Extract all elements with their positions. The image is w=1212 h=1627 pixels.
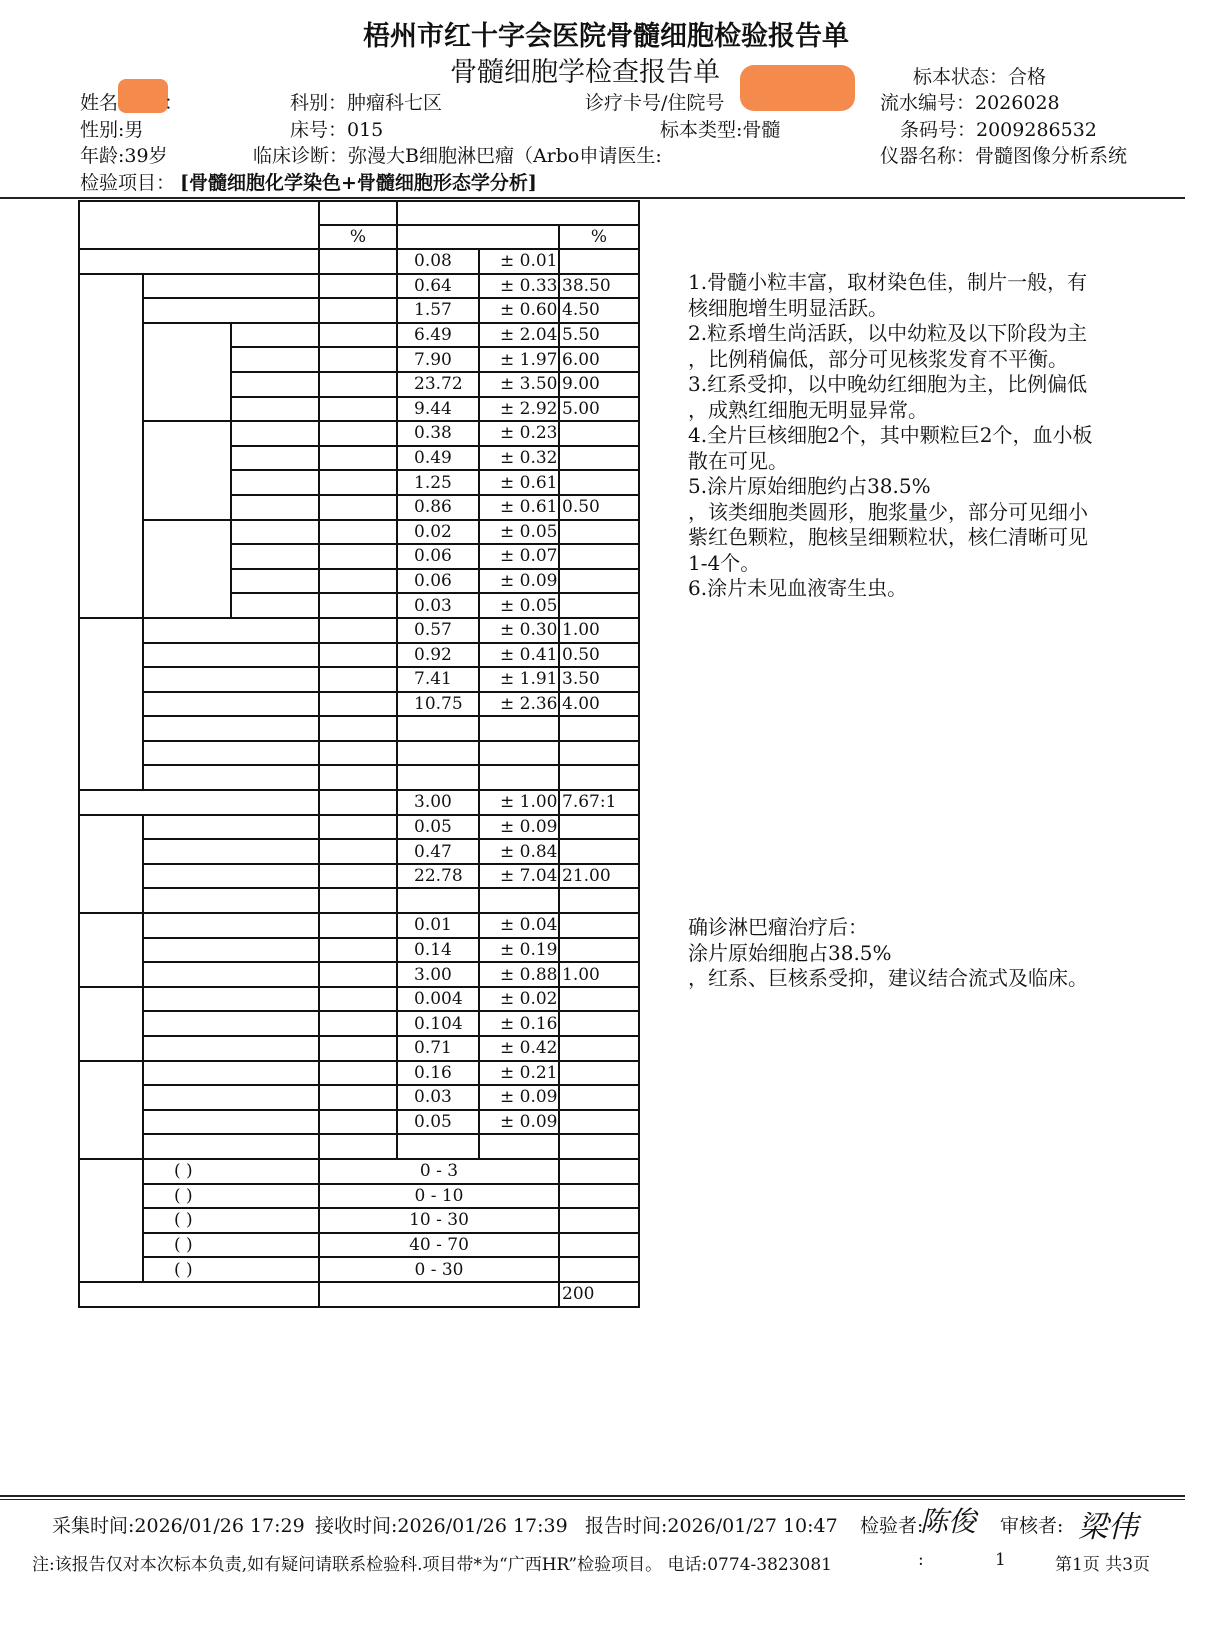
- bed-number: 床号：015: [290, 119, 384, 141]
- total-count: 200: [559, 1282, 639, 1307]
- sd-cell: ± 1.00: [479, 790, 559, 815]
- value-cell: [559, 1011, 639, 1036]
- value-cell: [559, 446, 639, 471]
- receive-time: 接收时间:2026/01/26 17:39: [315, 1515, 568, 1537]
- table-row: [79, 1110, 639, 1135]
- hospital-title: 梧州市红十字会医院骨髓细胞检验报告单: [363, 21, 849, 52]
- range-value: 0 - 30: [319, 1257, 559, 1282]
- range-row: [79, 1257, 639, 1282]
- mean-cell: 0.49: [397, 446, 479, 471]
- range-group-cell: [79, 1159, 143, 1282]
- table-label-cell: [231, 569, 319, 594]
- sd-cell: ± 0.09: [479, 569, 559, 594]
- sd-cell: ± 0.05: [479, 520, 559, 545]
- table-label-cell: [231, 520, 319, 545]
- table-label-cell: [143, 987, 319, 1012]
- table-label-cell: [143, 1036, 319, 1061]
- value-cell: [559, 569, 639, 594]
- percent-cell: [319, 667, 397, 692]
- table-label-cell: [231, 593, 319, 618]
- percent-cell: [319, 716, 397, 741]
- value-cell: [559, 913, 639, 938]
- percent-cell: [319, 913, 397, 938]
- range-row: [79, 1208, 639, 1233]
- table-label-cell: [143, 692, 319, 717]
- header-blank-cell: [79, 201, 319, 249]
- sd-cell: ± 2.04: [479, 323, 559, 348]
- sd-cell: ± 2.92: [479, 397, 559, 422]
- table-label-cell: [79, 913, 143, 987]
- range-label: ( ): [143, 1233, 319, 1258]
- percent-cell: [319, 1011, 397, 1036]
- range-empty-cell: [559, 1184, 639, 1209]
- table-row: [79, 1085, 639, 1110]
- range-empty-cell: [559, 1257, 639, 1282]
- report-title: 骨髓细胞学检查报告单: [450, 57, 720, 88]
- mean-cell: 9.44: [397, 397, 479, 422]
- sd-cell: ± 3.50: [479, 372, 559, 397]
- sd-cell: ± 0.05: [479, 593, 559, 618]
- table-row: [79, 421, 639, 446]
- table-label-cell: [143, 741, 319, 766]
- percent-cell: [319, 495, 397, 520]
- mean-cell: 0.57: [397, 618, 479, 643]
- table-label-cell: [79, 274, 143, 618]
- redacted-card-number: [740, 65, 855, 111]
- value-cell: [559, 1110, 639, 1135]
- report-time: 报告时间:2026/01/27 10:47: [585, 1515, 838, 1537]
- range-label: ( ): [143, 1159, 319, 1184]
- test-items: [骨髓细胞化学染色+骨髓细胞形态学分析]: [180, 172, 537, 194]
- percent-cell: [319, 987, 397, 1012]
- mean-cell: 3.00: [397, 790, 479, 815]
- sd-cell: ± 0.23: [479, 421, 559, 446]
- sd-cell: ± 0.41: [479, 643, 559, 668]
- collect-time: 采集时间:2026/01/26 17:29: [52, 1515, 305, 1537]
- mean-cell: 0.47: [397, 839, 479, 864]
- mean-cell: 0.64: [397, 274, 479, 299]
- page-indicator: 第1页 共3页: [1055, 1555, 1151, 1575]
- percent-cell: [319, 520, 397, 545]
- percent-cell: [319, 888, 397, 913]
- mean-cell: 0.86: [397, 495, 479, 520]
- value-cell: 6.00: [559, 347, 639, 372]
- range-value: 0 - 3: [319, 1159, 559, 1184]
- table-row: [79, 1011, 639, 1036]
- percent-cell: [319, 1036, 397, 1061]
- table-row: [79, 298, 639, 323]
- sd-cell: ± 0.60: [479, 298, 559, 323]
- sd-cell: ± 1.91: [479, 667, 559, 692]
- cell-count-table: [78, 200, 640, 1308]
- value-cell: 5.00: [559, 397, 639, 422]
- percent-cell: [319, 298, 397, 323]
- table-row: [79, 667, 639, 692]
- total-label-cell: [79, 1282, 319, 1307]
- sd-cell: [479, 888, 559, 913]
- table-label-cell: [143, 520, 231, 618]
- total-blank-cell: [319, 1282, 559, 1307]
- sd-cell: [479, 741, 559, 766]
- value-cell: 5.50: [559, 323, 639, 348]
- mean-cell: 7.41: [397, 667, 479, 692]
- sd-cell: ± 0.88: [479, 962, 559, 987]
- footer-one: 1: [995, 1550, 1006, 1570]
- table-label-cell: [231, 495, 319, 520]
- percent-cell: [319, 741, 397, 766]
- sd-cell: ± 0.07: [479, 544, 559, 569]
- serial-number: 流水编号：2026028: [880, 92, 1060, 114]
- table-label-cell: [143, 938, 319, 963]
- value-cell: [559, 1134, 639, 1159]
- value-cell: 0.50: [559, 643, 639, 668]
- table-row: [79, 987, 639, 1012]
- range-value: 10 - 30: [319, 1208, 559, 1233]
- mean-cell: 0.02: [397, 520, 479, 545]
- table-row: [79, 618, 639, 643]
- mean-cell: [397, 765, 479, 790]
- table-row: [79, 716, 639, 741]
- table-label-cell: [231, 323, 319, 348]
- table-row: [79, 864, 639, 889]
- range-empty-cell: [559, 1208, 639, 1233]
- barcode: 条码号：2009286532: [900, 119, 1097, 141]
- mean-cell: 6.49: [397, 323, 479, 348]
- table-label-cell: [143, 1085, 319, 1110]
- value-cell: 4.00: [559, 692, 639, 717]
- percent-cell: [319, 446, 397, 471]
- mean-cell: 23.72: [397, 372, 479, 397]
- age: 年龄:39岁: [80, 145, 168, 167]
- table-row: [79, 790, 639, 815]
- table-label-cell: [79, 1061, 143, 1159]
- sd-cell: ± 0.42: [479, 1036, 559, 1061]
- range-value: 0 - 10: [319, 1184, 559, 1209]
- specimen-type: 标本类型:骨髓: [660, 119, 781, 141]
- percent-cell: [319, 692, 397, 717]
- table-row: [79, 643, 639, 668]
- sd-cell: ± 7.04: [479, 864, 559, 889]
- value-cell: [559, 888, 639, 913]
- table-label-cell: [143, 962, 319, 987]
- range-empty-cell: [559, 1233, 639, 1258]
- table-row: [79, 815, 639, 840]
- percent-cell: [319, 593, 397, 618]
- mean-cell: 1.25: [397, 470, 479, 495]
- table-row: [79, 274, 639, 299]
- percent-cell: [319, 249, 397, 274]
- mean-cell: 1.57: [397, 298, 479, 323]
- percent-cell: [319, 421, 397, 446]
- percent-cell: [319, 815, 397, 840]
- percent-cell: [319, 544, 397, 569]
- clinical-diagnosis: 临床诊断：弥漫大B细胞淋巴瘤（Arbo申请医生:: [253, 145, 662, 167]
- table-label-cell: [143, 864, 319, 889]
- table-label-cell: [143, 274, 319, 299]
- table-header-row: [79, 201, 639, 225]
- range-row: [79, 1233, 639, 1258]
- mean-cell: 0.03: [397, 593, 479, 618]
- table-row: [79, 938, 639, 963]
- table-label-cell: [231, 397, 319, 422]
- tester-label: 检验者:: [860, 1515, 924, 1537]
- table-label-cell: [143, 323, 231, 421]
- table-label-cell: [231, 372, 319, 397]
- value-cell: 3.50: [559, 667, 639, 692]
- table-label-cell: [79, 815, 143, 913]
- footer-divider-thin: [0, 1499, 1185, 1500]
- mean-cell: 0.03: [397, 1085, 479, 1110]
- value-cell: [559, 938, 639, 963]
- sd-cell: [479, 765, 559, 790]
- header-cell: [397, 201, 639, 225]
- mean-cell: 0.004: [397, 987, 479, 1012]
- sd-cell: ± 0.30: [479, 618, 559, 643]
- value-cell: [559, 1036, 639, 1061]
- sd-cell: ± 0.02: [479, 987, 559, 1012]
- table-row: [79, 1036, 639, 1061]
- value-cell: 1.00: [559, 618, 639, 643]
- range-label: ( ): [143, 1208, 319, 1233]
- range-value: 40 - 70: [319, 1233, 559, 1258]
- percent-cell: [319, 765, 397, 790]
- table-label-cell: [143, 1011, 319, 1036]
- conclusion-text: 确诊淋巴瘤治疗后： 涂片原始细胞占38.5% ，红系、巨核系受抑，建议结合流式及临床。: [688, 915, 1088, 990]
- mean-cell: 0.71: [397, 1036, 479, 1061]
- test-label: 检验项目：: [80, 172, 176, 194]
- table-label-cell: [79, 618, 143, 790]
- value-cell: [559, 765, 639, 790]
- table-row: [79, 692, 639, 717]
- percent-cell: [319, 790, 397, 815]
- percent-cell: [319, 274, 397, 299]
- table-label-cell: [79, 249, 319, 274]
- sd-cell: ± 0.61: [479, 495, 559, 520]
- range-row: [79, 1159, 639, 1184]
- tester-signature: 陈俊: [920, 1505, 977, 1538]
- department: 科别：肿瘤科七区: [290, 92, 443, 114]
- sd-cell: ± 0.16: [479, 1011, 559, 1036]
- table-label-cell: [143, 815, 319, 840]
- mean-cell: 0.08: [397, 249, 479, 274]
- percent-cell: [319, 347, 397, 372]
- value-cell: 38.50: [559, 274, 639, 299]
- range-row: [79, 1184, 639, 1209]
- table-row: [79, 913, 639, 938]
- table-row: [79, 741, 639, 766]
- mean-cell: 0.06: [397, 569, 479, 594]
- value-cell: 0.50: [559, 495, 639, 520]
- table-label-cell: [143, 298, 319, 323]
- percent-cell: [319, 962, 397, 987]
- mean-cell: 3.00: [397, 962, 479, 987]
- value-cell: 1.00: [559, 962, 639, 987]
- table-label-cell: [231, 446, 319, 471]
- instrument-name: 仪器名称：骨髓图像分析系统: [880, 145, 1128, 167]
- table-label-cell: [231, 544, 319, 569]
- header-cell: [319, 201, 397, 225]
- percent-cell: [319, 372, 397, 397]
- mean-cell: 0.38: [397, 421, 479, 446]
- value-cell: [559, 470, 639, 495]
- sd-cell: [479, 716, 559, 741]
- value-cell: [559, 741, 639, 766]
- table-label-cell: [79, 987, 143, 1061]
- percent-cell: [319, 1134, 397, 1159]
- value-cell: [559, 421, 639, 446]
- sd-cell: ± 0.21: [479, 1061, 559, 1086]
- value-cell: [559, 716, 639, 741]
- reviewer-label: 审核者:: [1000, 1515, 1064, 1537]
- range-empty-cell: [559, 1159, 639, 1184]
- table-row: [79, 765, 639, 790]
- range-label: ( ): [143, 1184, 319, 1209]
- mean-cell: [397, 1134, 479, 1159]
- value-cell: [559, 593, 639, 618]
- table-label-cell: [143, 839, 319, 864]
- table-label-cell: [143, 1134, 319, 1159]
- mean-cell: 0.92: [397, 643, 479, 668]
- mean-cell: 0.16: [397, 1061, 479, 1086]
- sd-cell: ± 0.04: [479, 913, 559, 938]
- table-label-cell: [143, 643, 319, 668]
- mean-cell: 0.01: [397, 913, 479, 938]
- table-label-cell: [143, 1110, 319, 1135]
- table-row: [79, 839, 639, 864]
- value-cell: [559, 520, 639, 545]
- name-colon: ：: [164, 92, 184, 114]
- percent-header: %: [559, 225, 639, 249]
- mean-cell: 0.06: [397, 544, 479, 569]
- table-label-cell: [143, 888, 319, 913]
- value-cell: [559, 987, 639, 1012]
- mean-cell: 7.90: [397, 347, 479, 372]
- footer-note: 注:该报告仅对本次标本负责,如有疑问请联系检验科.项目带*为“广西HR”检验项目。 电话:0774-3823081: [32, 1555, 832, 1575]
- value-cell: [559, 1061, 639, 1086]
- value-cell: [559, 544, 639, 569]
- table-row: [79, 962, 639, 987]
- percent-cell: [319, 1061, 397, 1086]
- table-row: [79, 323, 639, 348]
- mean-cell: [397, 741, 479, 766]
- sd-cell: [479, 1134, 559, 1159]
- table-label-cell: [143, 765, 319, 790]
- table-label-cell: [143, 913, 319, 938]
- mean-cell: 0.05: [397, 815, 479, 840]
- sd-cell: ± 0.32: [479, 446, 559, 471]
- header-cell: [397, 225, 559, 249]
- table-label-cell: [231, 421, 319, 446]
- sd-cell: ± 0.61: [479, 470, 559, 495]
- mean-cell: [397, 888, 479, 913]
- table-row: [79, 249, 639, 274]
- table-label-cell: [143, 667, 319, 692]
- sd-cell: ± 2.36: [479, 692, 559, 717]
- footer-colon: :: [918, 1550, 924, 1570]
- mean-cell: 0.05: [397, 1110, 479, 1135]
- mean-cell: 22.78: [397, 864, 479, 889]
- specimen-status: 标本状态：合格: [913, 66, 1047, 88]
- percent-header: %: [319, 225, 397, 249]
- value-cell: [559, 839, 639, 864]
- value-cell: [559, 249, 639, 274]
- sd-cell: ± 1.97: [479, 347, 559, 372]
- sd-cell: ± 0.09: [479, 1085, 559, 1110]
- percent-cell: [319, 618, 397, 643]
- footer-divider: [0, 1495, 1185, 1497]
- table-label-cell: [231, 347, 319, 372]
- findings-text: 1.骨髓小粒丰富，取材染色佳，制片一般，有 核细胞增生明显活跃。 2.粒系增生尚活跃，以中幼粒及以下阶段为主 ，比例稍偏低，部分可见核浆发育不平衡。 3.红系受抑，以中晚幼红细胞为主，比例偏低 ，成熟红细胞无明显异常。 4.全片巨核细胞2个，其中颗粒巨2个，血小板 散在可见。 5.涂片原始细胞约占38.5% ，该类细胞类圆形，胞浆量少，部分可见细小 紫红色颗粒，胞核呈细颗粒状，核仁清晰可见 1-4个。 6.涂片未见血液寄生虫。: [688, 270, 1093, 600]
- redacted-name: [118, 79, 168, 113]
- name-label: 姓名: [80, 92, 119, 114]
- value-cell: [559, 1085, 639, 1110]
- table-label-cell: [143, 618, 319, 643]
- sd-cell: ± 0.19: [479, 938, 559, 963]
- table-label-cell: [231, 470, 319, 495]
- table-label-cell: [79, 790, 319, 815]
- sd-cell: ± 0.84: [479, 839, 559, 864]
- reviewer-signature: 梁伟: [1078, 1510, 1138, 1545]
- value-cell: 4.50: [559, 298, 639, 323]
- sd-cell: ± 0.01: [479, 249, 559, 274]
- table-label-cell: [143, 421, 231, 519]
- total-row: [79, 1282, 639, 1307]
- header-divider: [0, 197, 1185, 199]
- mean-cell: 10.75: [397, 692, 479, 717]
- percent-cell: [319, 864, 397, 889]
- percent-cell: [319, 1085, 397, 1110]
- percent-cell: [319, 569, 397, 594]
- percent-cell: [319, 839, 397, 864]
- mean-cell: [397, 716, 479, 741]
- sd-cell: ± 0.09: [479, 1110, 559, 1135]
- mean-cell: 0.14: [397, 938, 479, 963]
- sd-cell: ± 0.33: [479, 274, 559, 299]
- value-cell: 21.00: [559, 864, 639, 889]
- sd-cell: ± 0.09: [479, 815, 559, 840]
- percent-cell: [319, 938, 397, 963]
- value-cell: 9.00: [559, 372, 639, 397]
- table-label-cell: [143, 1061, 319, 1086]
- table-row: [79, 1134, 639, 1159]
- percent-cell: [319, 323, 397, 348]
- table-row: [79, 888, 639, 913]
- value-cell: 7.67:1: [559, 790, 639, 815]
- range-label: ( ): [143, 1257, 319, 1282]
- percent-cell: [319, 470, 397, 495]
- card-label: 诊疗卡号/住院号: [585, 92, 725, 114]
- percent-cell: [319, 1110, 397, 1135]
- percent-cell: [319, 397, 397, 422]
- percent-cell: [319, 643, 397, 668]
- mean-cell: 0.104: [397, 1011, 479, 1036]
- table-row: [79, 520, 639, 545]
- table-row: [79, 1061, 639, 1086]
- value-cell: [559, 815, 639, 840]
- table-label-cell: [143, 716, 319, 741]
- gender: 性别:男: [80, 119, 144, 141]
